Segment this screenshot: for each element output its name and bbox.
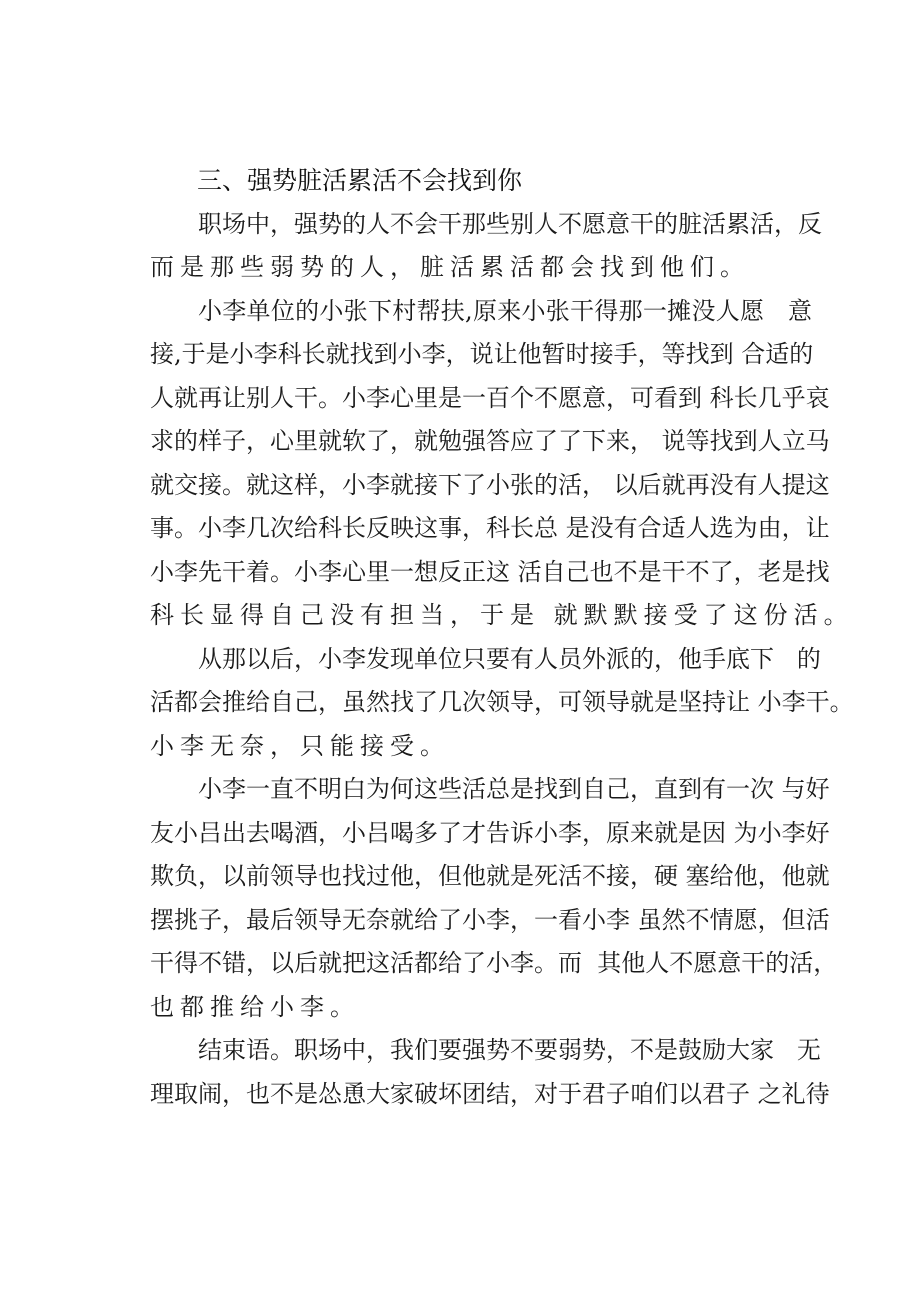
paragraph [150, 768, 838, 1029]
text-line: 从那以后，小李发现单位只要有人员外派的，他手底下 的 [198, 644, 821, 673]
text-line: 也都推给小李。 [150, 992, 360, 1021]
section-heading: 三、强势脏活累活不会找到你 [197, 166, 523, 195]
paragraph [150, 203, 822, 290]
text-line: 职场中，强势的人不会干那些别人不愿意干的脏活累活，反 [198, 209, 822, 238]
text-line: 友小吕出去喝酒，小吕喝多了才告诉小李，原来就是因 为小李好 [150, 818, 830, 847]
text-line: 接,于是小李科长就找到小李，说让他暂时接手，等找到 合适的 [150, 340, 814, 368]
text-line: 干得不错，以后就把这活都给了小李。而 其他人不愿意干的活， [150, 949, 838, 977]
text-line: 结束语。职场中，我们要强势不要弱势，不是鼓励大家 无 [198, 1036, 821, 1064]
text-line: 事。小李几次给科长反映这事，科长总 是没有合适人选为由，让 [150, 514, 830, 542]
document-page [150, 159, 854, 1116]
text-line: 而是那些弱势的人，脏活累活都会找到他们。 [150, 253, 750, 281]
text-line: 活都会推给自己，虽然找了几次领导，可领导就是坚持让 小李干。 [150, 688, 854, 716]
text-line: 就交接。就这样，小李就接下了小张的活， 以后就再没有人提这 [150, 470, 830, 499]
text-line: 小李先干着。小李心里一想反正这 活自己也不是干不了，老是找 [150, 557, 830, 586]
paragraph [150, 290, 854, 638]
document-body [150, 203, 854, 1117]
paragraph [150, 638, 854, 769]
text-line: 求的样子，心里就软了，就勉强答应了了下来， 说等找到人立马 [150, 427, 830, 455]
text-line: 人就再让别人干。小李心里是一百个不愿意，可看到 科长几乎哀 [150, 383, 830, 412]
text-line: 欺负，以前领导也找过他，但他就是死活不接，硬 塞给他，他就 [150, 862, 830, 890]
paragraph [150, 1029, 830, 1116]
text-line: 理取闹，也不是怂恿大家破坏团结，对于君子咱们以君子 之礼待 [150, 1079, 830, 1108]
text-line: 小李单位的小张下村帮扶,原来小张干得那一摊没人愿 意 [198, 296, 812, 325]
text-line: 小李无奈，只能接受。 [150, 731, 450, 760]
text-line: 科长显得自己没有担当，于是 就默默接受了这份活。 [150, 601, 854, 629]
text-line: 小李一直不明白为何这些活总是找到自己，直到有一次 与好 [198, 775, 830, 803]
text-line: 摆挑子，最后领导无奈就给了小李，一看小李 虽然不情愿，但活 [150, 905, 830, 934]
